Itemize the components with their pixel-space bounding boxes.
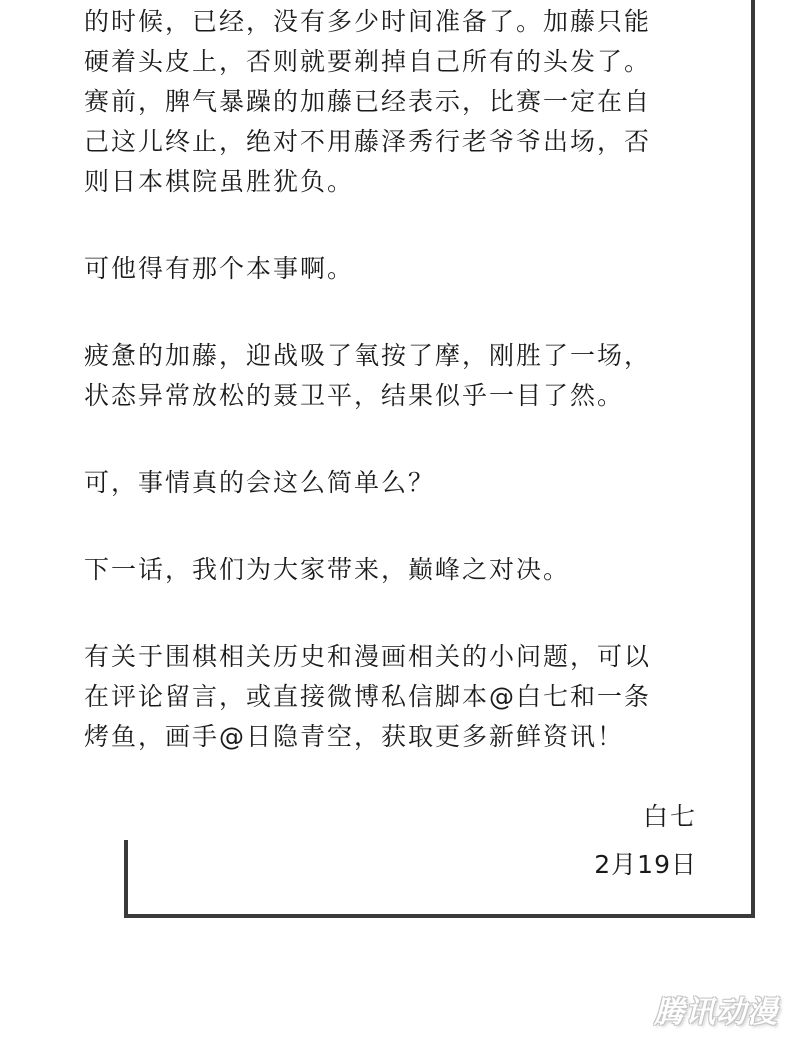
paragraph-6: 有关于围棋相关历史和漫画相关的小问题，可以 在评论留言，或直接微博私信脚本@白七和一条 烤鱼，画手@日隐青空，获取更多新鲜资讯！	[84, 642, 652, 751]
paragraph-2: 可他得有那个本事啊。	[84, 254, 355, 283]
paragraph-1: 的时候，已经，没有多少时间准备了。加藤只能 硬着头皮上，否则就要剃掉自己所有的头发了。 赛前，脾气暴躁的加藤已经表示，比赛一定在自 己这儿终止，绝对不用藤泽秀行老爷爷出场，否 则日本棋院虽胜犹负。	[84, 7, 652, 196]
note-frame-left-border	[124, 840, 128, 918]
note-frame-right-border	[751, 0, 755, 918]
note-body	[84, 2, 724, 804]
paragraph-5: 下一话，我们为大家带来，巅峰之对决。	[84, 555, 571, 584]
paragraph-4: 可，事情真的会这么简单么？	[84, 468, 436, 497]
note-date: 2月19日	[594, 850, 697, 879]
note-frame-bottom-border	[124, 914, 755, 918]
paragraph-3: 疲惫的加藤，迎战吸了氧按了摩，刚胜了一场， 状态异常放松的聂卫平，结果似乎一目了然。	[84, 341, 652, 410]
tencent-comics-watermark-logo: 腾讯动漫	[654, 995, 778, 1030]
author-signature: 白七	[642, 802, 697, 831]
